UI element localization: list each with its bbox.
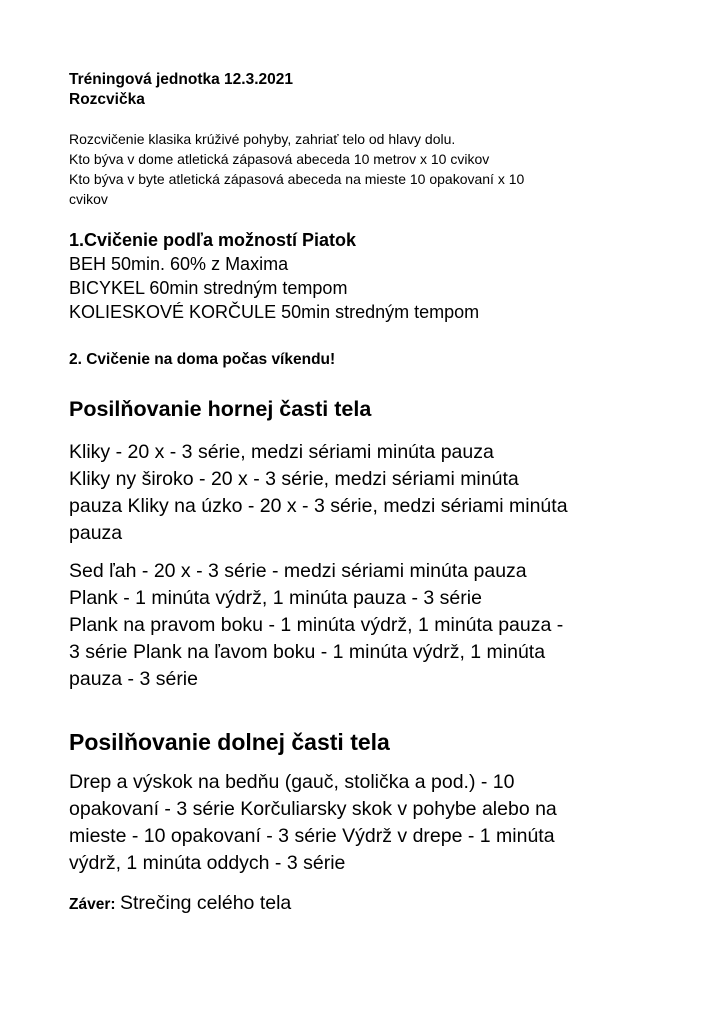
exercise1-line: BEH 50min. 60% z Maxima [69,254,289,274]
upper-body-line: Kliky - 20 x - 3 série, medzi sériami minúta pauza [69,441,494,463]
conclusion-label: Záver: [69,896,116,913]
upper-body-line: Sed ľah - 20 x - 3 série - medzi sériami minúta pauza [69,560,527,582]
warmup-line: cvikov [69,191,108,207]
document-title: Tréningová jednotka 12.3.2021 [69,71,293,88]
exercise1-section [69,228,669,324]
document-page [69,70,669,919]
exercise1-line: KOLIESKOVÉ KORČULE 50min stredným tempom [69,302,480,322]
exercise1-line: BICYKEL 60min stredným tempom [69,278,348,298]
conclusion-text: Strečing celého tela [119,892,292,914]
lower-body-line: mieste - 10 opakovaní - 3 série Výdrž v drepe - 1 minúta [69,825,555,847]
upper-body-line: pauza Kliky na úzko - 20 x - 3 série, medzi sériami minúta [69,495,568,517]
conclusion [69,889,669,919]
upper-body-block-1 [69,439,669,547]
upper-body-heading: Posilňovanie hornej časti tela [69,397,372,421]
warmup-line: Kto býva v dome atletická zápasová abeceda 10 metrov x 10 cvikov [69,151,490,167]
upper-body-line: Plank na pravom boku - 1 minúta výdrž, 1 minúta pauza - [69,614,564,636]
lower-body-block [69,769,669,877]
warmup-line: Rozcvičenie klasika krúživé pohyby, zahriať telo od hlavy dolu. [69,131,456,147]
upper-body-line: pauza [69,522,123,544]
upper-body-block-2 [69,558,669,693]
upper-body-line: Kliky ny široko - 20 x - 3 série, medzi sériami minúta [69,468,519,490]
lower-body-line: opakovaní - 3 série Korčuliarsky skok v pohybe alebo na [69,798,557,820]
lower-body-line: výdrž, 1 minúta oddych - 3 série [69,852,346,874]
exercise1-heading: 1.Cvičenie podľa možností Piatok [69,230,356,250]
upper-body-line: 3 série Plank na ľavom boku - 1 minúta výdrž, 1 minúta [69,641,546,663]
document-subtitle: Rozcvička [69,91,145,108]
warmup-section [69,129,669,209]
warmup-line: Kto býva v byte atletická zápasová abeceda na mieste 10 opakovaní x 10 [69,171,525,187]
lower-body-line: Drep a výskok na bedňu (gauč, stolička a pod.) - 10 [69,771,515,793]
lower-body-heading: Posilňovanie dolnej časti tela [69,729,390,755]
upper-body-line: Plank - 1 minúta výdrž, 1 minúta pauza - 3 série [69,587,482,609]
upper-body-line: pauza - 3 série [69,668,198,690]
exercise2-heading: 2. Cvičenie na doma počas víkendu! [69,351,336,368]
